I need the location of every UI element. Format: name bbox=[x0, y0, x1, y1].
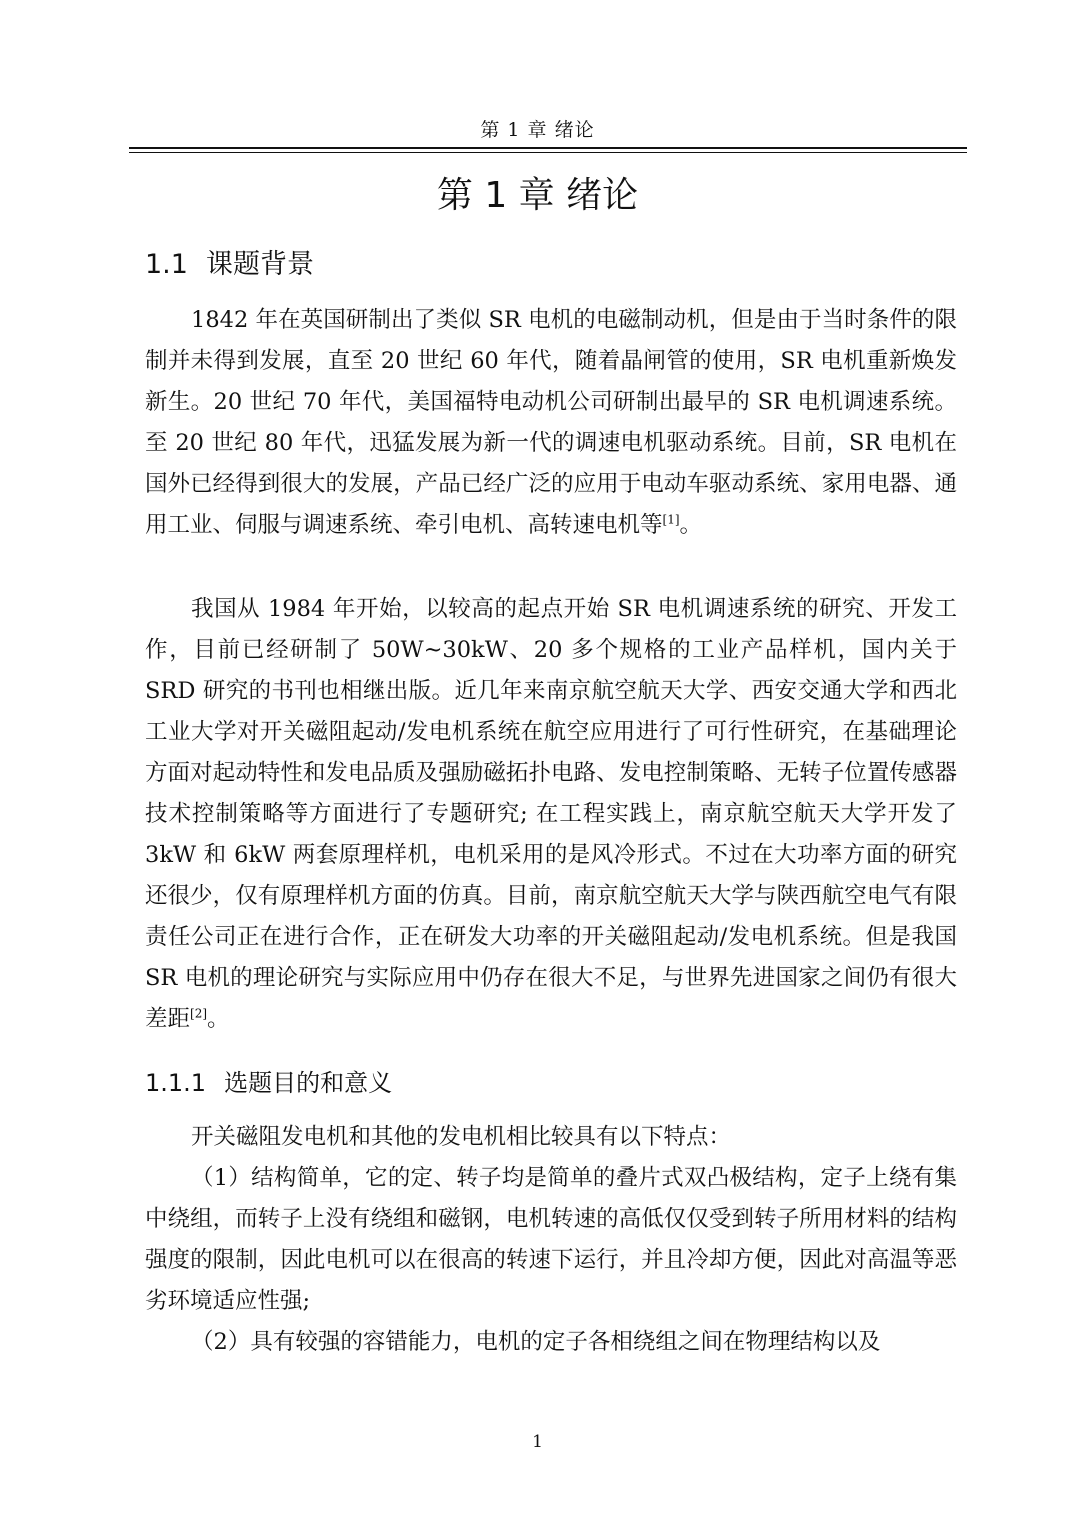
running-header: 第 1 章 绪论 bbox=[480, 119, 595, 141]
paragraph-feature-1: （1）结构简单，它的定、转子均是简单的叠片式双凸极结构，定子上绕有集中绕组，而转子上没有绕组和磁钢，电机转速的高低仅仅受到转子所用材料的结构强度的限制，因此电机可以在很高的转速下运行，并且冷却方便，因此对高温等恶劣环境适应性强; bbox=[145, 1165, 957, 1314]
header-rule-thick bbox=[129, 147, 967, 149]
header-rule-thin bbox=[129, 152, 967, 153]
citation-ref-2: [2] bbox=[190, 1006, 208, 1021]
page-number: 1 bbox=[532, 1432, 543, 1452]
paragraph-history-text: 1842 年在英国研制出了类似 SR 电机的电磁制动机，但是由于当时条件的限制并未得到发展，直至 20 世纪 60 年代，随着晶闸管的使用，SR 电机重新焕发新生。20 世纪 70 年代，美国福特电动机公司研制出最早的 SR 电机调速系统。至 20 世纪 80 年代，迅猛发展为新一代的调速电机驱动系统。目前，SR 电机在国外已经得到很大的发展，产品已经广泛的应用于电动车驱动系统、家用电器、通用工业、伺服与调速系统、牵引电机、高转速电机等 bbox=[145, 307, 957, 538]
paragraph-history-end: 。 bbox=[679, 512, 703, 538]
section-heading bbox=[145, 245, 314, 285]
citation-ref-1: [1] bbox=[662, 512, 680, 527]
paragraph-domestic-research bbox=[145, 589, 957, 1040]
chapter-title: 第 1 章 绪论 bbox=[436, 175, 639, 216]
paragraph-domestic-end: 。 bbox=[207, 1006, 230, 1032]
subsection-heading bbox=[145, 1064, 392, 1102]
section-title-text: 课题背景 bbox=[205, 249, 314, 280]
paragraph-feature-2: （2）具有较强的容错能力，电机的定子各相绕组之间在物理结构以及 bbox=[191, 1329, 881, 1355]
subsection-title-text: 选题目的和意义 bbox=[224, 1069, 393, 1097]
subsection-number: 1.1.1 bbox=[145, 1069, 207, 1097]
paragraph-domestic-text: 我国从 1984 年开始，以较高的起点开始 SR 电机调速系统的研究、开发工作，目前已经研制了 50W~30kW、20 多个规格的工业产品样机，国内关于 SRD 研究的书刊也相继出版。近几年来南京航空航天大学、西安交通大学和西北工业大学对开关磁阻起动/发电机系统在航空应用进行了可行性研究，在基础理论方面对起动特性和发电品质及强励磁拓扑电路、发电控制策略、无转子位置传感器技术控制策略等方面进行了专题研究; 在工程实践上，南京航空航天大学开发了 3kW 和 6kW 两套原理样机，电机采用的是风冷形式。不过在大功率方面的研究还很少，仅有原理样机方面的仿真。目前，南京航空航天大学与陕西航空电气有限责任公司正在进行合作，正在研发大功率的开关磁阻起动/发电机系统。但是我国 SR 电机的理论研究与实际应用中仍存在很大不足，与世界先进国家之间仍有很大差距 bbox=[145, 596, 957, 1032]
paragraph-history bbox=[145, 300, 957, 546]
paragraph-features-intro: 开关磁阻发电机和其他的发电机相比较具有以下特点： bbox=[191, 1124, 732, 1150]
section-number: 1.1 bbox=[145, 249, 188, 280]
